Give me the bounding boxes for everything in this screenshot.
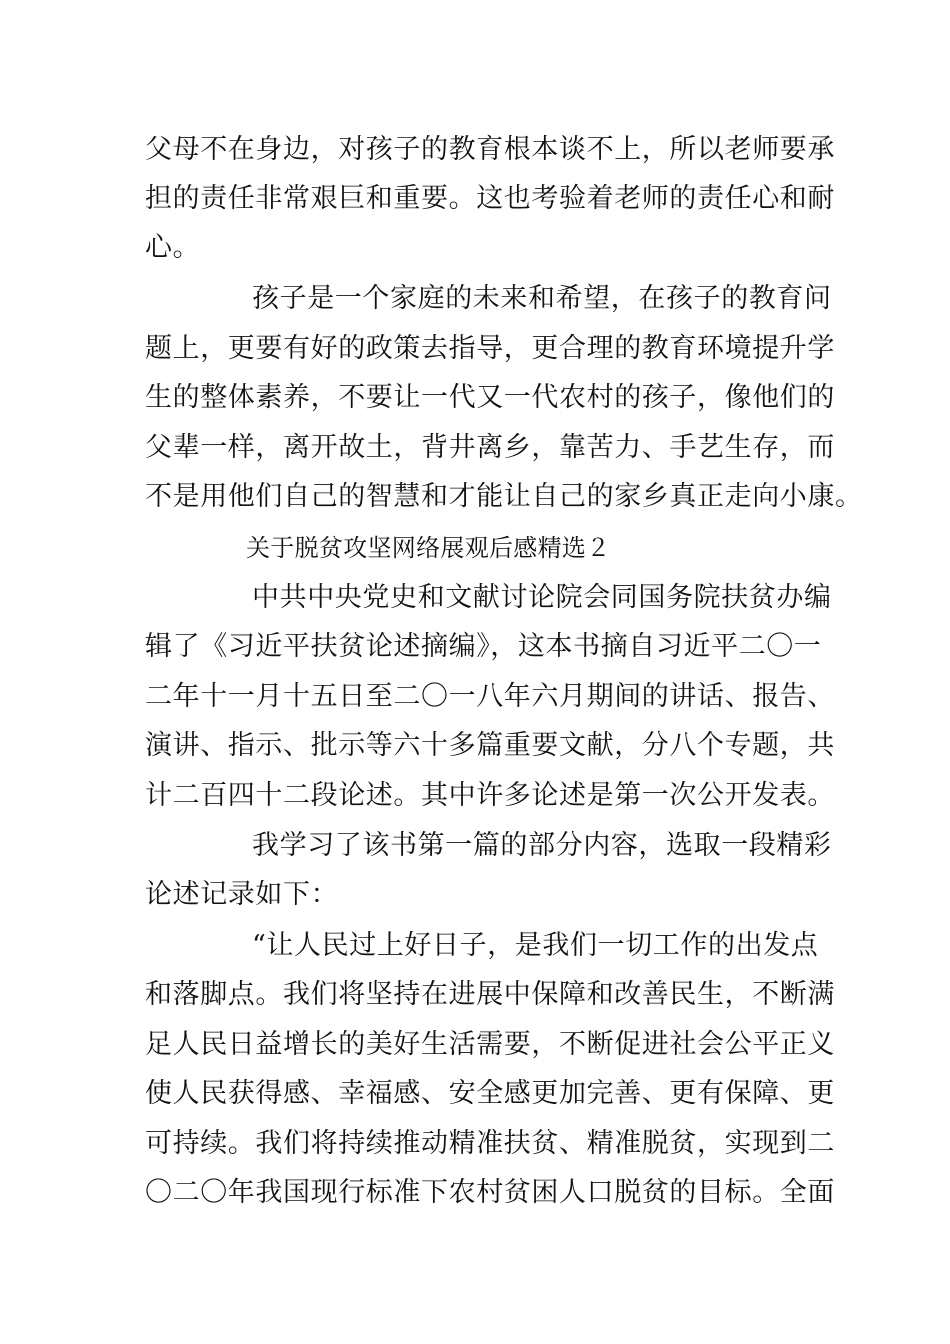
paragraph-5-line-5: 可持续。我们将持续推动精准扶贫、精准脱贫，实现到二: [145, 1128, 835, 1159]
paragraph-5-line-6: 〇二〇年我国现行标准下农村贫困人口脱贫的目标。全面: [145, 1177, 835, 1208]
paragraph-4-line-2: 论述记录如下：: [145, 879, 339, 910]
paragraph-1-line-2: 担的责任非常艰巨和重要。这也考验着老师的责任心和耐: [145, 183, 835, 214]
paragraph-1-line-3: 心。: [145, 232, 201, 263]
paragraph-5-line-1: “让人民过上好日子，是我们一切工作的出发点: [252, 930, 819, 961]
paragraph-3-line-4: 演讲、指示、批示等六十多篇重要文献，分八个专题，共: [145, 730, 835, 761]
paragraph-2-line-5: 不是用他们自己的智慧和才能让自己的家乡真正走向小康。: [145, 481, 863, 512]
section-heading: 关于脱贫攻坚网络展观后感精选２: [246, 534, 611, 562]
paragraph-5-line-3: 足人民日益增长的美好生活需要，不断促进社会公平正义: [145, 1029, 835, 1060]
paragraph-2-line-2: 题上，更要有好的政策去指导，更合理的教育环境提升学: [145, 333, 835, 364]
paragraph-5-line-2: 和落脚点。我们将坚持在进展中保障和改善民生，不断满: [145, 979, 835, 1010]
paragraph-3-line-2: 辑了《习近平扶贫论述摘编》，这本书摘自习近平二〇一: [145, 631, 822, 662]
paragraph-2-line-1: 孩子是一个家庭的未来和希望，在孩子的教育问: [252, 283, 832, 314]
paragraph-4-line-1: 我学习了该书第一篇的部分内容，选取一段精彩: [252, 830, 832, 861]
paragraph-2-line-4: 父辈一样，离开故土，背井离乡，靠苦力、手艺生存，而: [145, 432, 835, 463]
paragraph-2-line-3: 生的整体素养，不要让一代又一代农村的孩子，像他们的: [145, 382, 835, 413]
paragraph-3-line-1: 中共中央党史和文献讨论院会同国务院扶贫办编: [252, 582, 832, 613]
paragraph-1-line-1: 父母不在身边，对孩子的教育根本谈不上，所以老师要承: [145, 134, 835, 165]
paragraph-3-line-3: 二年十一月十五日至二〇一八年六月期间的讲话、报告、: [145, 681, 835, 712]
paragraph-3-line-5: 计二百四十二段论述。其中许多论述是第一次公开发表。: [145, 780, 835, 811]
paragraph-5-line-4: 使人民获得感、幸福感、安全感更加完善、更有保障、更: [145, 1078, 835, 1109]
